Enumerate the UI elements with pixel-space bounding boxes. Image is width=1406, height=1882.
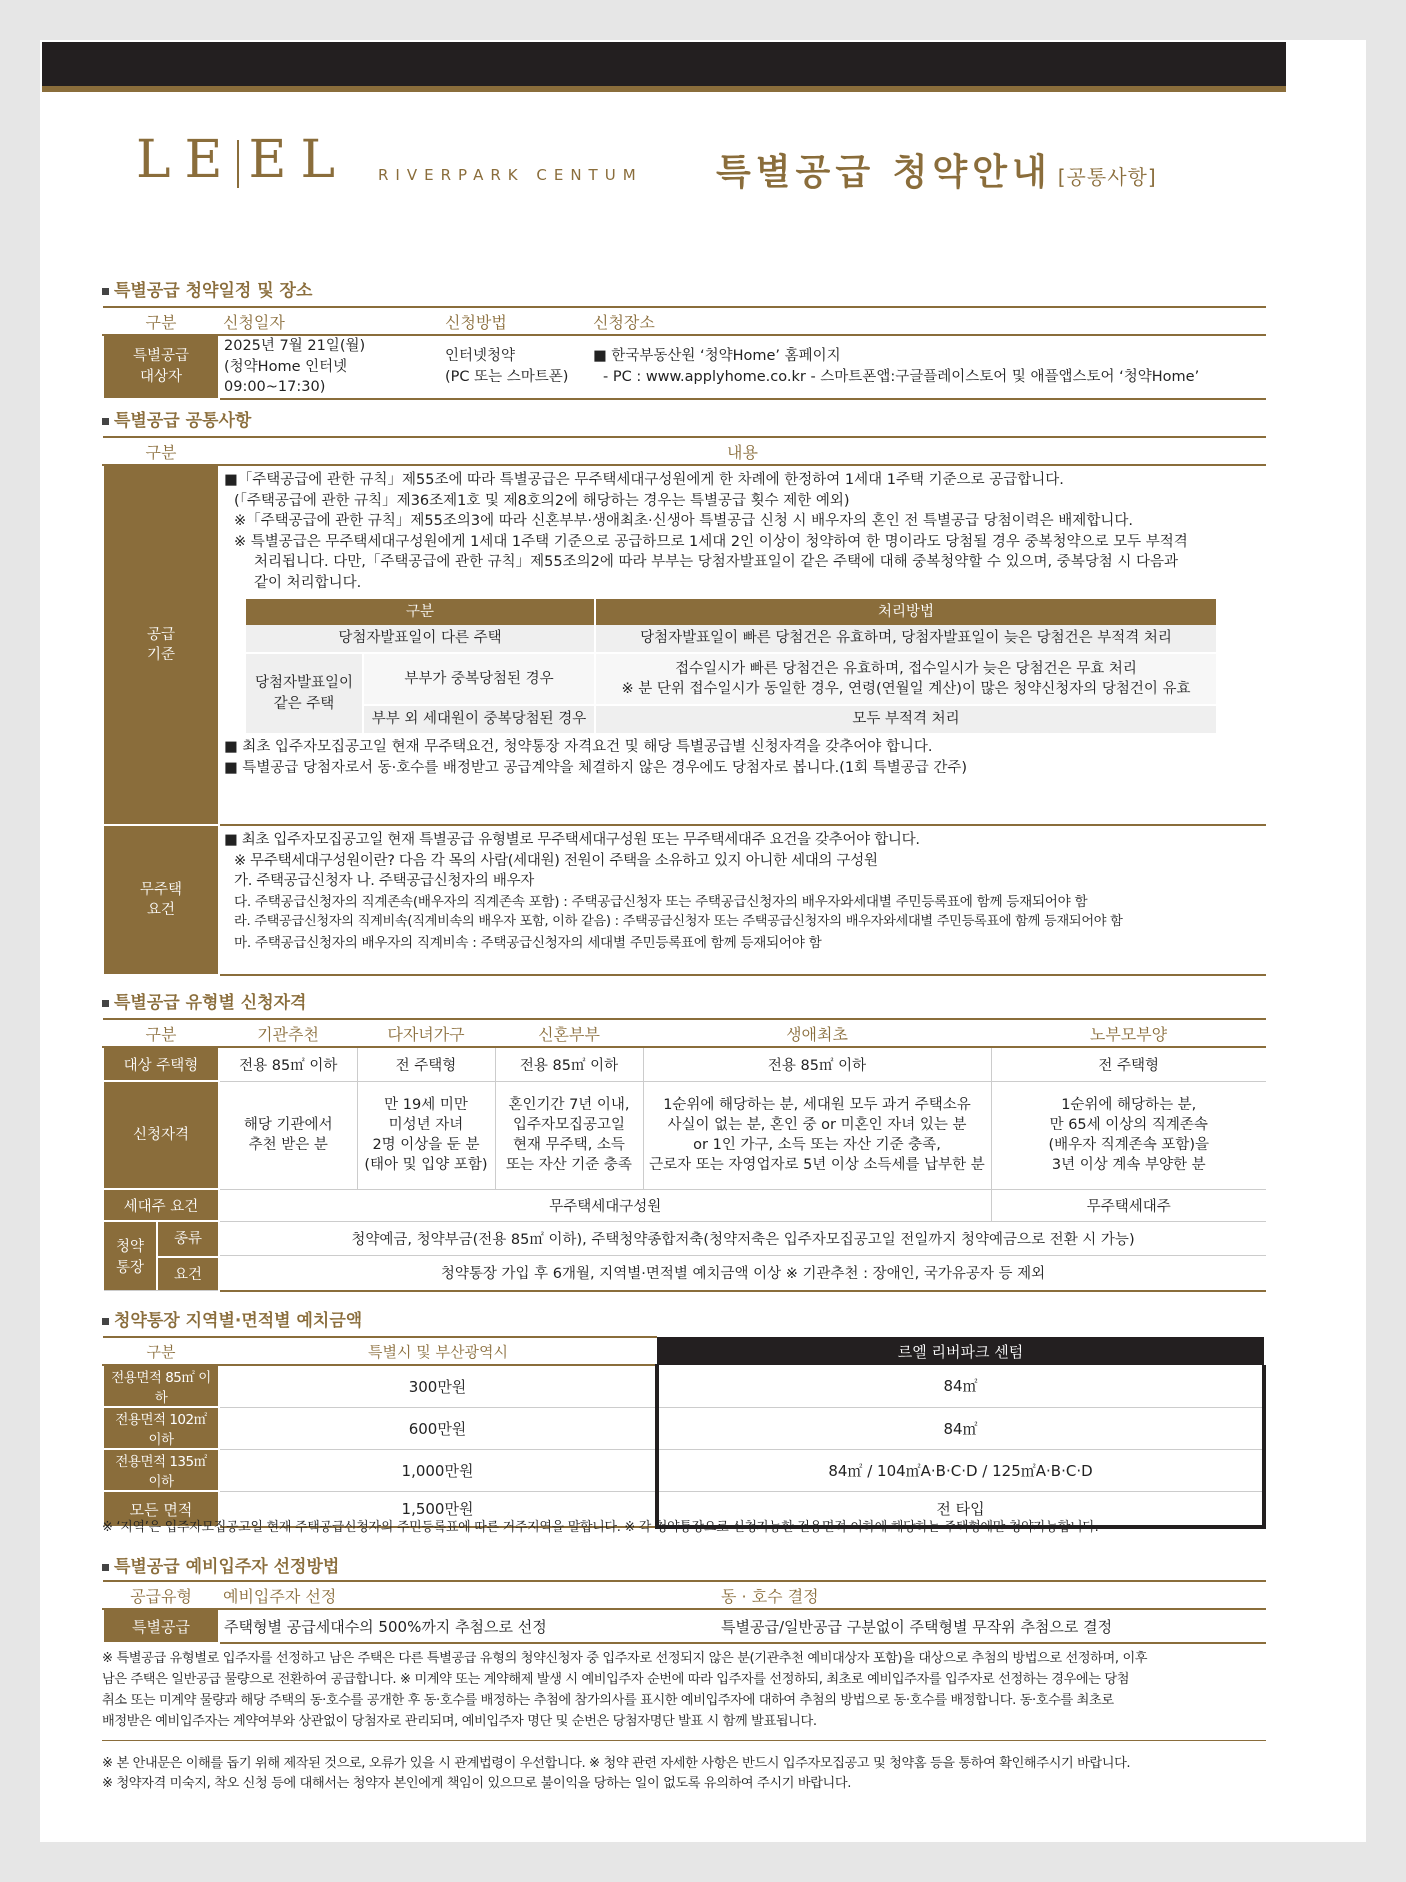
text-line: (「주택공급에 관한 규칙」제36조제1호 및 제8호의2에 해당하는 경우는 특별공급 횟수 제한 예외) — [234, 492, 850, 509]
page-title — [716, 144, 1157, 195]
text-line: ■ 특별공급 당첨자로서 동·호수를 배정받고 공급계약을 체결하지 않은 경우에도 당첨자로 봅니다.(1회 특별공급 간주) — [224, 759, 968, 776]
col-header: 내용 — [219, 437, 1266, 465]
section-title-reserve — [102, 1552, 339, 1577]
top-accent-line — [42, 86, 1286, 92]
section-title-common — [102, 406, 251, 431]
divider — [102, 1740, 1266, 1741]
section-title-eligibility — [102, 988, 306, 1013]
row-label: 특별공급 대상자 — [103, 335, 219, 399]
method-cell: 인터넷청약 (PC 또는 스마트폰) — [441, 335, 589, 399]
place-cell: ■ 한국부동산원 ‘청약Home’ 홈페이지 - PC : www.applyhome.co.kr - 스마트폰앱:구글플레이스토어 및 애플앱스토어 ‘청약Home’ — [589, 335, 1266, 399]
text-line: ※ 특별공급은 무주택세대구성원에게 1세대 1주택 기준으로 공급하므로 1세대 2인 이상이 청약하여 한 명이라도 당첨될 경우 중복청약으로 모두 부적격 — [234, 533, 1188, 550]
col-header: 신청장소 — [589, 307, 1266, 335]
text-line: ※「주택공급에 관한 규칙」제55조의3에 따라 신혼부부·생애최초·신생아 특별공급 신청 시 배우자의 혼인 전 특별공급 당첨이력은 배제합니다. — [234, 513, 1133, 529]
text-line: ■「주택공급에 관한 규칙」제55조에 따라 특별공급은 무주택세대구성원에게 한 차례에 한정하여 1세대 1주택 기준으로 공급합니다. — [224, 472, 1064, 488]
section-title-text: 특별공급 유형별 신청자격 — [114, 993, 307, 1013]
col-header: 신청방법 — [441, 307, 589, 335]
logo-left: LE — [136, 130, 237, 190]
text-line: ■ 최초 입주자모집공고일 현재 무주택요건, 청약통장 자격요건 및 해당 특별공급별 신청자격을 갖추어야 합니다. — [224, 739, 933, 755]
common-table — [102, 436, 1266, 976]
duplicate-win-table: 구분 처리방법 당첨자발표일이 다른 주택 당첨자발표일이 빠른 당첨건은 유효하며, 당첨자발표일이 늦은 당첨건은 부적격 처리 당첨자발표일이 같은 주택 부부가 중복당첨된 경우 접수일시가 빠른 당첨건은 유효하며, 접수일시가 늦은 당첨건은 무효 처리 ※ 분 단위 접수일시가 동일한 경우, 연령(연월일 계산)이 많은 청약신청자의 당첨건이 유효 부부 외 세대원이 중복당첨된 경우 모두 부적격 처리 — [246, 599, 1216, 733]
top-bar — [42, 42, 1286, 86]
col-header: 신청일자 — [219, 307, 441, 335]
eligibility-table: 구분 기관추천 다자녀가구 신혼부부 생애최초 노부모부양 대상 주택형 전용 85㎡ 이하 전 주택형 전용 85㎡ 이하 전용 85㎡ 이하 전 주택형 신청자격 해당 기관에서 추천 받은 분 만 19세 미만 미성년 자녀 2명 이상을 둔 분 (태아 및 입양 포함) 혼인기간 7년 이내, 입주자모집공고일 현재 무주택, 소득 또는 자산 기준 충족 1순위에 해당하는 분, 세대원 모두 과거 주택소유 사실이 없는 분, 혼인 중 or 미혼인 자녀 있는 분 or 1인 가구, 소득 또는 자산 기준 충족, 근로자 또는 자영업자로 5년 이상 소득세를 납부한 분 1순위에 해당하는 분, 만 65세 이상의 직계존속 (배우자 직계존속 포함)을 3년 이상 계속 부양한 분 세대주 요건 무주택세대구성원 무주택세대주 청약 통장 종류 요건 청약예금, 청약부금(전용 85㎡ 이하), 주택청약종합저축(청약저축은 입주자모집공고일 전일까지 청약예금으로 전환 시 가능) 청약통장 가입 후 6개월, 지역별·면적별 예치금액 이상 ※ 기관추천 : 장애인, 국가유공자 등 제외 — [102, 1018, 1266, 1292]
brand-sublogo: RIVERPARK CENTUM — [378, 166, 643, 184]
brand-logo — [136, 130, 349, 190]
reserve-table: 공급유형 예비입주자 선정 동 · 호수 결정 특별공급 주택형별 공급세대수의 500%까지 추첨으로 선정 특별공급/일반공급 구분없이 주택형별 무작위 추첨으로 결정 — [102, 1580, 1266, 1644]
row-label-supply: 공급 기준 — [103, 465, 219, 825]
footer-notes: ※ 본 안내문은 이해를 돕기 위해 제작된 것으로, 오류가 있을 시 관계법령이 우선합니다. ※ 청약 관련 자세한 사항은 반드시 입주자모집공고 및 청약홈 등을 통하여 확인해주시기 바랍니다. ※ 청약자격 미숙지, 착오 신청 등에 대해서는 청약자 본인에게 책임이 있으므로 불이익을 당하는 일이 없도록 유의하여 주시기 바랍니다. — [102, 1756, 1131, 1791]
deposit-note: ※ ‘지역’은 입주자모집공고일 현재 주택공급신청자의 주민등록표에 따른 거주지역을 말합니다. ※ 각 청약통장으로 신청가능한 전용면적 이하에 해당하는 주택형에만 청약가능합니다. — [102, 1520, 1099, 1535]
section-title-text: 청약통장 지역별·면적별 예치금액 — [114, 1311, 363, 1331]
deposit-table: 구분 특별시 및 부산광역시 르엘 리버파크 센텀 전용면적 85㎡ 이하 300만원 84㎡ 전용면적 102㎡ 이하 600만원 84㎡ 전용면적 135㎡ 이하 1,000만원 84㎡ / 104㎡A·B·C·D / 125㎡A·B·C·D 모든 면적 1,500만원 전 타입 — [102, 1336, 1266, 1529]
inner-header: 처리방법 — [877, 603, 935, 620]
section-title-text: 특별공급 예비입주자 선정방법 — [114, 1557, 340, 1577]
inner-header: 구분 — [246, 599, 595, 625]
title-tag: [공통사항] — [1057, 165, 1157, 189]
reserve-notes: ※ 특별공급 유형별로 입주자를 선정하고 남은 주택은 다른 특별공급 유형의 청약신청자 중 입주자로 선정되지 않은 분(기관추천 예비대상자 포함)을 대상으로 추첨의 방법으로 선정하며, 이후 남은 주택은 일반공급 물량으로 전환하여 공급합니다. ※ 미계약 또는 계약해제 발생 시 예비입주자 순번에 따라 입주자를 선정하되, 최초로 예비입주자를 입주자로 선정하는 경우에는 당첨 취소 또는 미계약 물량과 해당 주택의 동·호수를 공개한 후 동·호수를 배정하는 추첨에 참가의사를 표시한 예비입주자에 대하여 추첨의 방법으로 동·호수를 배정합니다. 동·호수를 최초로 배정받은 예비입주자는 계약여부와 상관없이 당첨자로 관리되며, 예비입주자 명단 및 순번은 당첨자명단 발표 시 함께 발표됩니다. — [102, 1651, 1148, 1729]
supply-content — [219, 465, 1266, 825]
col-header: 구분 — [103, 307, 219, 335]
schedule-table — [102, 306, 1266, 400]
homeless-content: ■ 최초 입주자모집공고일 현재 특별공급 유형별로 무주택세대구성원 또는 무주택세대주 요건을 갖추어야 합니다. ※ 무주택세대구성원이란? 다음 각 목의 사람(세대원) 전원이 주택을 소유하고 있지 아니한 세대의 구성원 가. 주택공급신청자 나. 주택공급신청자의 배우자 다. 주택공급신청자의 직계존속(배우자의 직계존속 포함) : 주택공급신청자 또는 주택공급신청자의 배우자와세대별 주민등록표에 함께 등재되어야 함 라. 주택공급신청자의 직계비속(직계비속의 배우자 포함, 이하 같음) : 주택공급신청자 또는 주택공급신청자의 배우자와세대별 주민등록표에 함께 등재되어야 함 마. 주택공급신청자의 배우자의 직계비속 : 주택공급신청자의 세대별 주민등록표에 함께 등재되어야 함 — [219, 825, 1266, 975]
section-title-text: 특별공급 청약일정 및 장소 — [114, 281, 313, 301]
title-text: 특별공급 청약안내 — [716, 152, 1052, 193]
section-title-schedule — [102, 276, 312, 301]
logo-right: EL — [248, 130, 349, 190]
row-label-homeless: 무주택 요건 — [103, 825, 219, 975]
section-title-text: 특별공급 공통사항 — [114, 411, 252, 431]
text-line: 같이 처리합니다. — [254, 574, 362, 591]
date-cell: 2025년 7월 21일(월) (청약Home 인터넷 09:00~17:30) — [219, 335, 441, 399]
text-line: 처리됩니다. 다만,「주택공급에 관한 규칙」제55조의2에 따라 부부는 당첨자발표일이 같은 주택에 대해 중복청약할 수 있으며, 중복당첨 시 다음과 — [254, 554, 1179, 570]
col-header: 구분 — [103, 437, 219, 465]
section-title-deposit — [102, 1306, 362, 1331]
